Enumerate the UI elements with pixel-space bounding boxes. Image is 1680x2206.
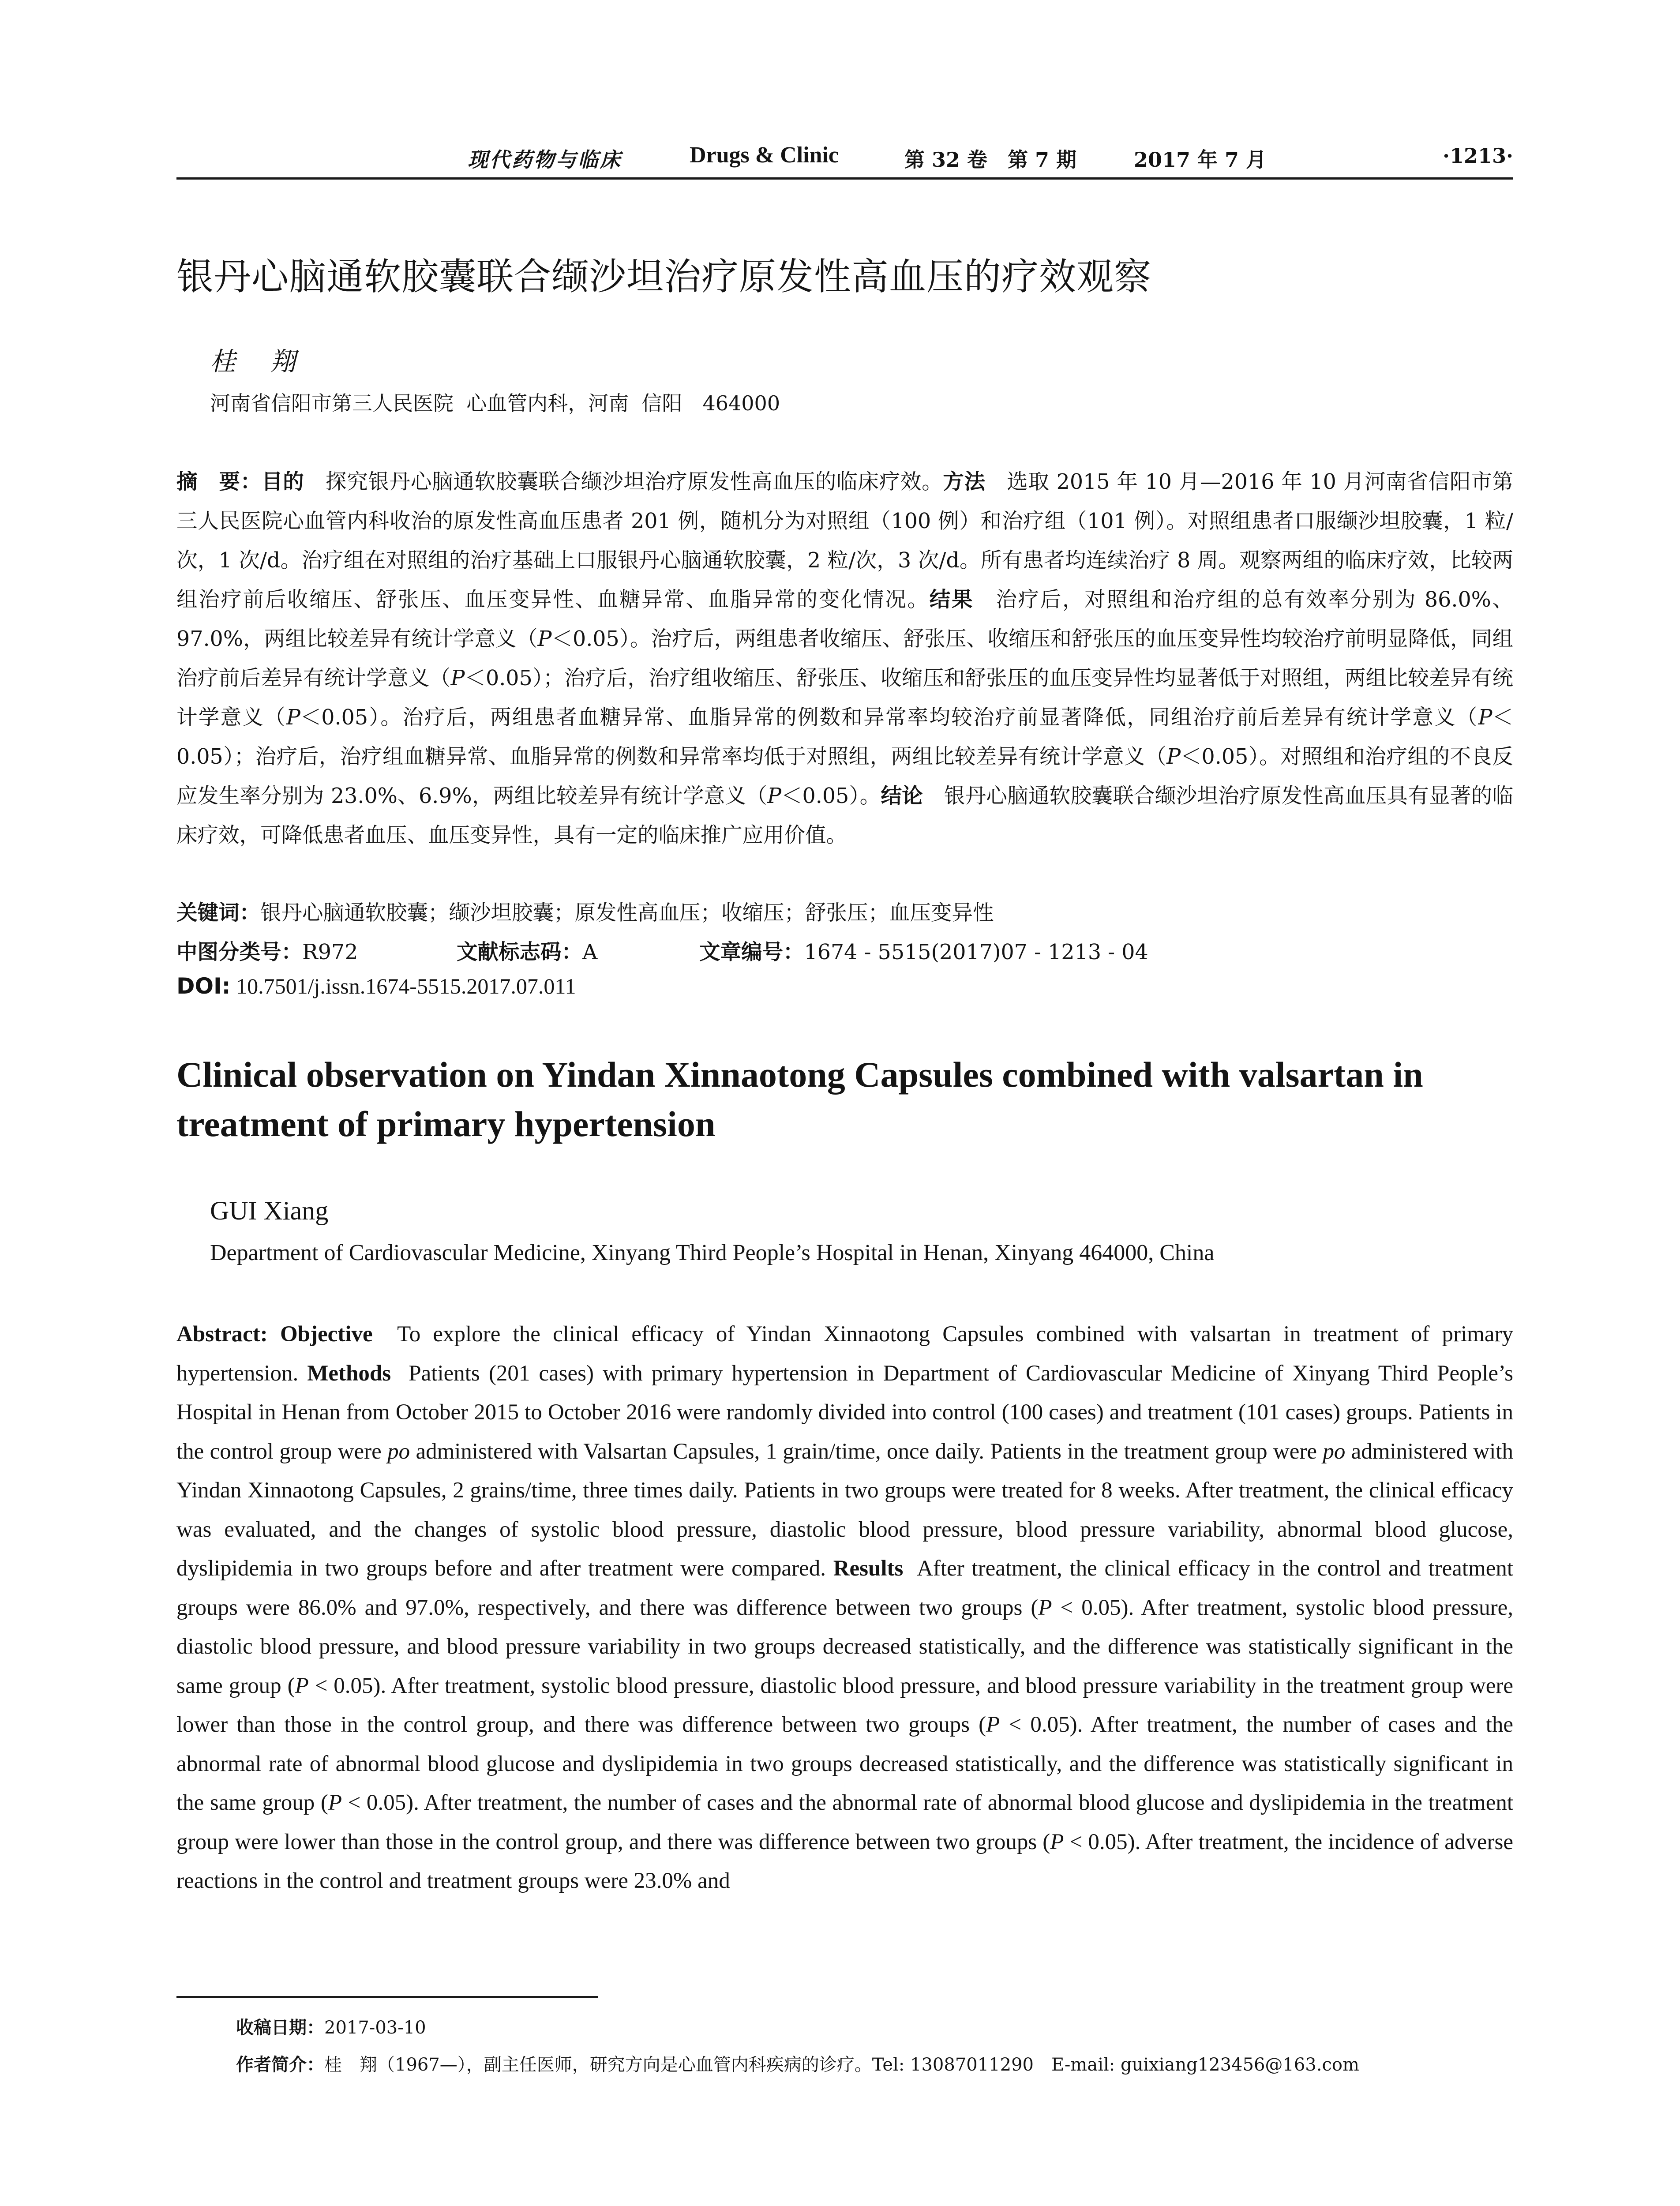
author-bio-note: [236, 2051, 1359, 2076]
author-bio: 桂 翔（1967—），副主任医师，研究方向是心血管内科疾病的诊疗。Tel: 13087011290 E-mail: guixiang123456@163.com: [324, 2055, 1359, 2075]
en-methods-label: Methods: [307, 1361, 391, 1386]
keywords-label: 关键词：: [176, 901, 260, 925]
clc-group: [176, 935, 358, 965]
received-date-note: [236, 2014, 426, 2039]
header-rule: [176, 177, 1513, 180]
doc-code: A: [582, 940, 598, 964]
en-author: GUI Xiang: [210, 1196, 329, 1225]
p-symbol: P: [450, 666, 465, 690]
en-results-6: < 0.05). After treatment, the incidence of adverse reactions in the control and treatment groups were 23.0% and: [176, 1829, 1513, 1893]
p-symbol: P: [286, 705, 300, 730]
author-bio-label: 作者简介：: [236, 2055, 324, 2075]
p-symbol: P: [986, 1712, 1000, 1737]
doc-code-label: 文献标志码：: [457, 940, 582, 964]
received-label: 收稿日期：: [236, 2018, 324, 2038]
doc-code-group: [457, 935, 597, 965]
issue-date: 2017 年 7 月: [1134, 148, 1267, 172]
po-term: po: [387, 1439, 410, 1464]
p-symbol: P: [767, 784, 782, 808]
cn-author: 桂 翔: [210, 346, 300, 376]
keywords: 银丹心脑通软胶囊；缬沙坦胶囊；原发性高血压；收缩压；舒张压；血压变异性: [260, 901, 994, 925]
cn-results-4: ＜0.05）。治疗后，两组患者血糖异常、血脂异常的例数和异常率均较治疗前显著降低，同组治疗前后差异有统计学意义（: [300, 705, 1478, 730]
cn-methods: 选取 2015 年 10 月—2016 年 10 月河南省信阳市第三人民医院心血管内科收治的原发性高血压患者 201 例，随机分为对照组（100 例）和治疗组（101 例）。对照组患者口服缬沙坦胶囊，1 粒/次，1 次/d。治疗组在对照组的治疗基础上口服银丹心脑通软胶囊，2 粒/次，3 次/d。所有患者均连续治疗 8 周。观察两组的临床疗效，比较两组治疗前后收缩压、舒张压、血压变异性、血糖异常、血脂异常的变化情况。: [176, 470, 1514, 612]
en-results-2: < 0.05). After treatment, systolic blood pressure, diastolic blood pressure, and blood pressure variability in two groups decreased statistically, and the difference was statistically significant in the same group (: [176, 1595, 1514, 1698]
p-symbol: P: [537, 627, 552, 651]
keywords-line: [176, 896, 994, 926]
en-results-1: After treatment, the clinical efficacy in the control and treatment groups were 86.0% and 97.0%, respectively, and there was difference between two groups (: [176, 1556, 1514, 1620]
article-no-group: [699, 935, 1148, 965]
en-methods-1: Patients (201 cases) with primary hypertension in Department of Cardiovascular Medicine of Xinyang Third People’s Hospital in Henan from October 2015 to October 2016 were randomly divided into control (100 cases) and treatment (101 cases) groups. Patients in the control group were: [176, 1361, 1513, 1464]
article-no-label: 文章编号：: [699, 940, 804, 964]
cn-results-3: ＜0.05）；治疗后，治疗组收缩压、舒张压、收缩压和舒张压的血压变异性均显著低于对照组，两组比较差异有统计学意义（: [176, 666, 1513, 730]
received-date: 2017-03-10: [324, 2018, 426, 2038]
clc-code: R972: [302, 940, 358, 964]
cn-objective: 探究银丹心脑通软胶囊联合缬沙坦治疗原发性高血压的临床疗效。: [325, 470, 943, 494]
cn-results-7: ＜0.05）。: [781, 784, 881, 808]
doi[interactable]: 10.7501/j.issn.1674-5515.2017.07.011: [236, 974, 576, 998]
cn-results-1: 治疗后，对照组和治疗组的总有效率分别为 86.0%、97.0%，两组比较差异有统计学意义（: [176, 588, 1514, 651]
en-results-label: Results: [833, 1556, 904, 1581]
en-methods-3: administered with Yindan Xinnaotong Capsules, 2 grains/time, three times daily. Patients in two groups were treated for 8 weeks. After treatment, the clinical efficacy was evaluated, and the changes of systolic blood pressure, diastolic blood pressure, blood pressure variability, abnormal blood glucose, dyslipidemia in two groups before and after treatment were compared.: [176, 1439, 1514, 1581]
cn-results-6: ＜0.05）。对照组和治疗组的不良反应发生率分别为 23.0%、6.9%，两组比较差异有统计学意义（: [176, 745, 1513, 808]
en-abstract: [176, 1315, 1513, 1901]
cn-results-label: 结果: [929, 588, 974, 612]
journal-name-en: Drugs & Clinic: [690, 143, 839, 168]
page-number: ·1213·: [1442, 144, 1513, 168]
en-results-4: < 0.05). After treatment, the number of cases and the abnormal rate of abnormal blood glucose and dyslipidemia in two groups decreased statistically, and the difference was statistically significant in the same group (: [176, 1712, 1513, 1815]
en-abstract-label: Abstract:: [176, 1322, 268, 1347]
cn-objective-label: 目的: [262, 470, 304, 494]
en-methods-2: administered with Valsartan Capsules, 1 grain/time, once daily. Patients in the treatment group were: [416, 1439, 1317, 1464]
classification-line: [176, 935, 1500, 964]
p-symbol: P: [1050, 1829, 1064, 1854]
footnote-rule: [176, 1996, 598, 1998]
en-objective-label: Objective: [280, 1322, 373, 1347]
clc-label: 中图分类号：: [176, 940, 302, 964]
po-term: po: [1323, 1439, 1346, 1464]
cn-conclusion: 银丹心脑通软胶囊联合缬沙坦治疗原发性高血压具有显著的临床疗效，可降低患者血压、血压变异性，具有一定的临床推广应用价值。: [176, 784, 1514, 848]
doi-line: [176, 973, 576, 999]
p-symbol: P: [328, 1790, 342, 1815]
p-symbol: P: [295, 1673, 309, 1698]
p-symbol: P: [1166, 745, 1181, 769]
cn-methods-label: 方法: [943, 470, 986, 494]
journal-name-cn: 现代药物与临床: [468, 148, 622, 172]
cn-conclusion-label: 结论: [881, 784, 923, 808]
en-title: Clinical observation on Yindan Xinnaotong Capsules combined with valsartan in treatment of primary hypertension: [176, 1054, 1423, 1144]
volume-issue: 第 32 卷 第 7 期: [904, 148, 1077, 172]
en-results-5: < 0.05). After treatment, the number of cases and the abnormal rate of abnormal blood glucose and dyslipidemia in the treatment group were lower than those in the control group, and there was difference between two groups (: [176, 1790, 1514, 1854]
en-results-3: < 0.05). After treatment, systolic blood pressure, diastolic blood pressure, and blood pressure variability in the treatment group were lower than those in the control group, and there was difference between two groups (: [176, 1673, 1513, 1737]
cn-affiliation: 河南省信阳市第三人民医院 心血管内科，河南 信阳 464000: [210, 391, 780, 415]
p-symbol: P: [1038, 1595, 1052, 1620]
cn-abstract-label: 摘 要：: [176, 470, 262, 494]
cn-results-5: ＜0.05）；治疗后，治疗组血糖异常、血脂异常的例数和异常率均低于对照组，两组比较差异有统计学意义（: [176, 705, 1513, 769]
p-symbol: P: [1478, 705, 1492, 730]
en-affiliation: Department of Cardiovascular Medicine, Xinyang Third People’s Hospital in Henan, Xinyang 464000, China: [210, 1240, 1215, 1265]
cn-results-2: ＜0.05）。治疗后，两组患者收缩压、舒张压、收缩压和舒张压的血压变异性均较治疗前明显降低，同组治疗前后差异有统计学意义（: [176, 627, 1513, 690]
running-header: [176, 139, 1513, 179]
article-no: 1674 - 5515(2017)07 - 1213 - 04: [804, 940, 1148, 964]
doi-label: DOI:: [176, 973, 231, 999]
en-objective: To explore the clinical efficacy of Yindan Xinnaotong Capsules combined with valsartan in treatment of primary hypertension.: [176, 1322, 1513, 1386]
cn-abstract: [176, 462, 1513, 855]
cn-title: 银丹心脑通软胶囊联合缬沙坦治疗原发性高血压的疗效观察: [176, 255, 1152, 298]
